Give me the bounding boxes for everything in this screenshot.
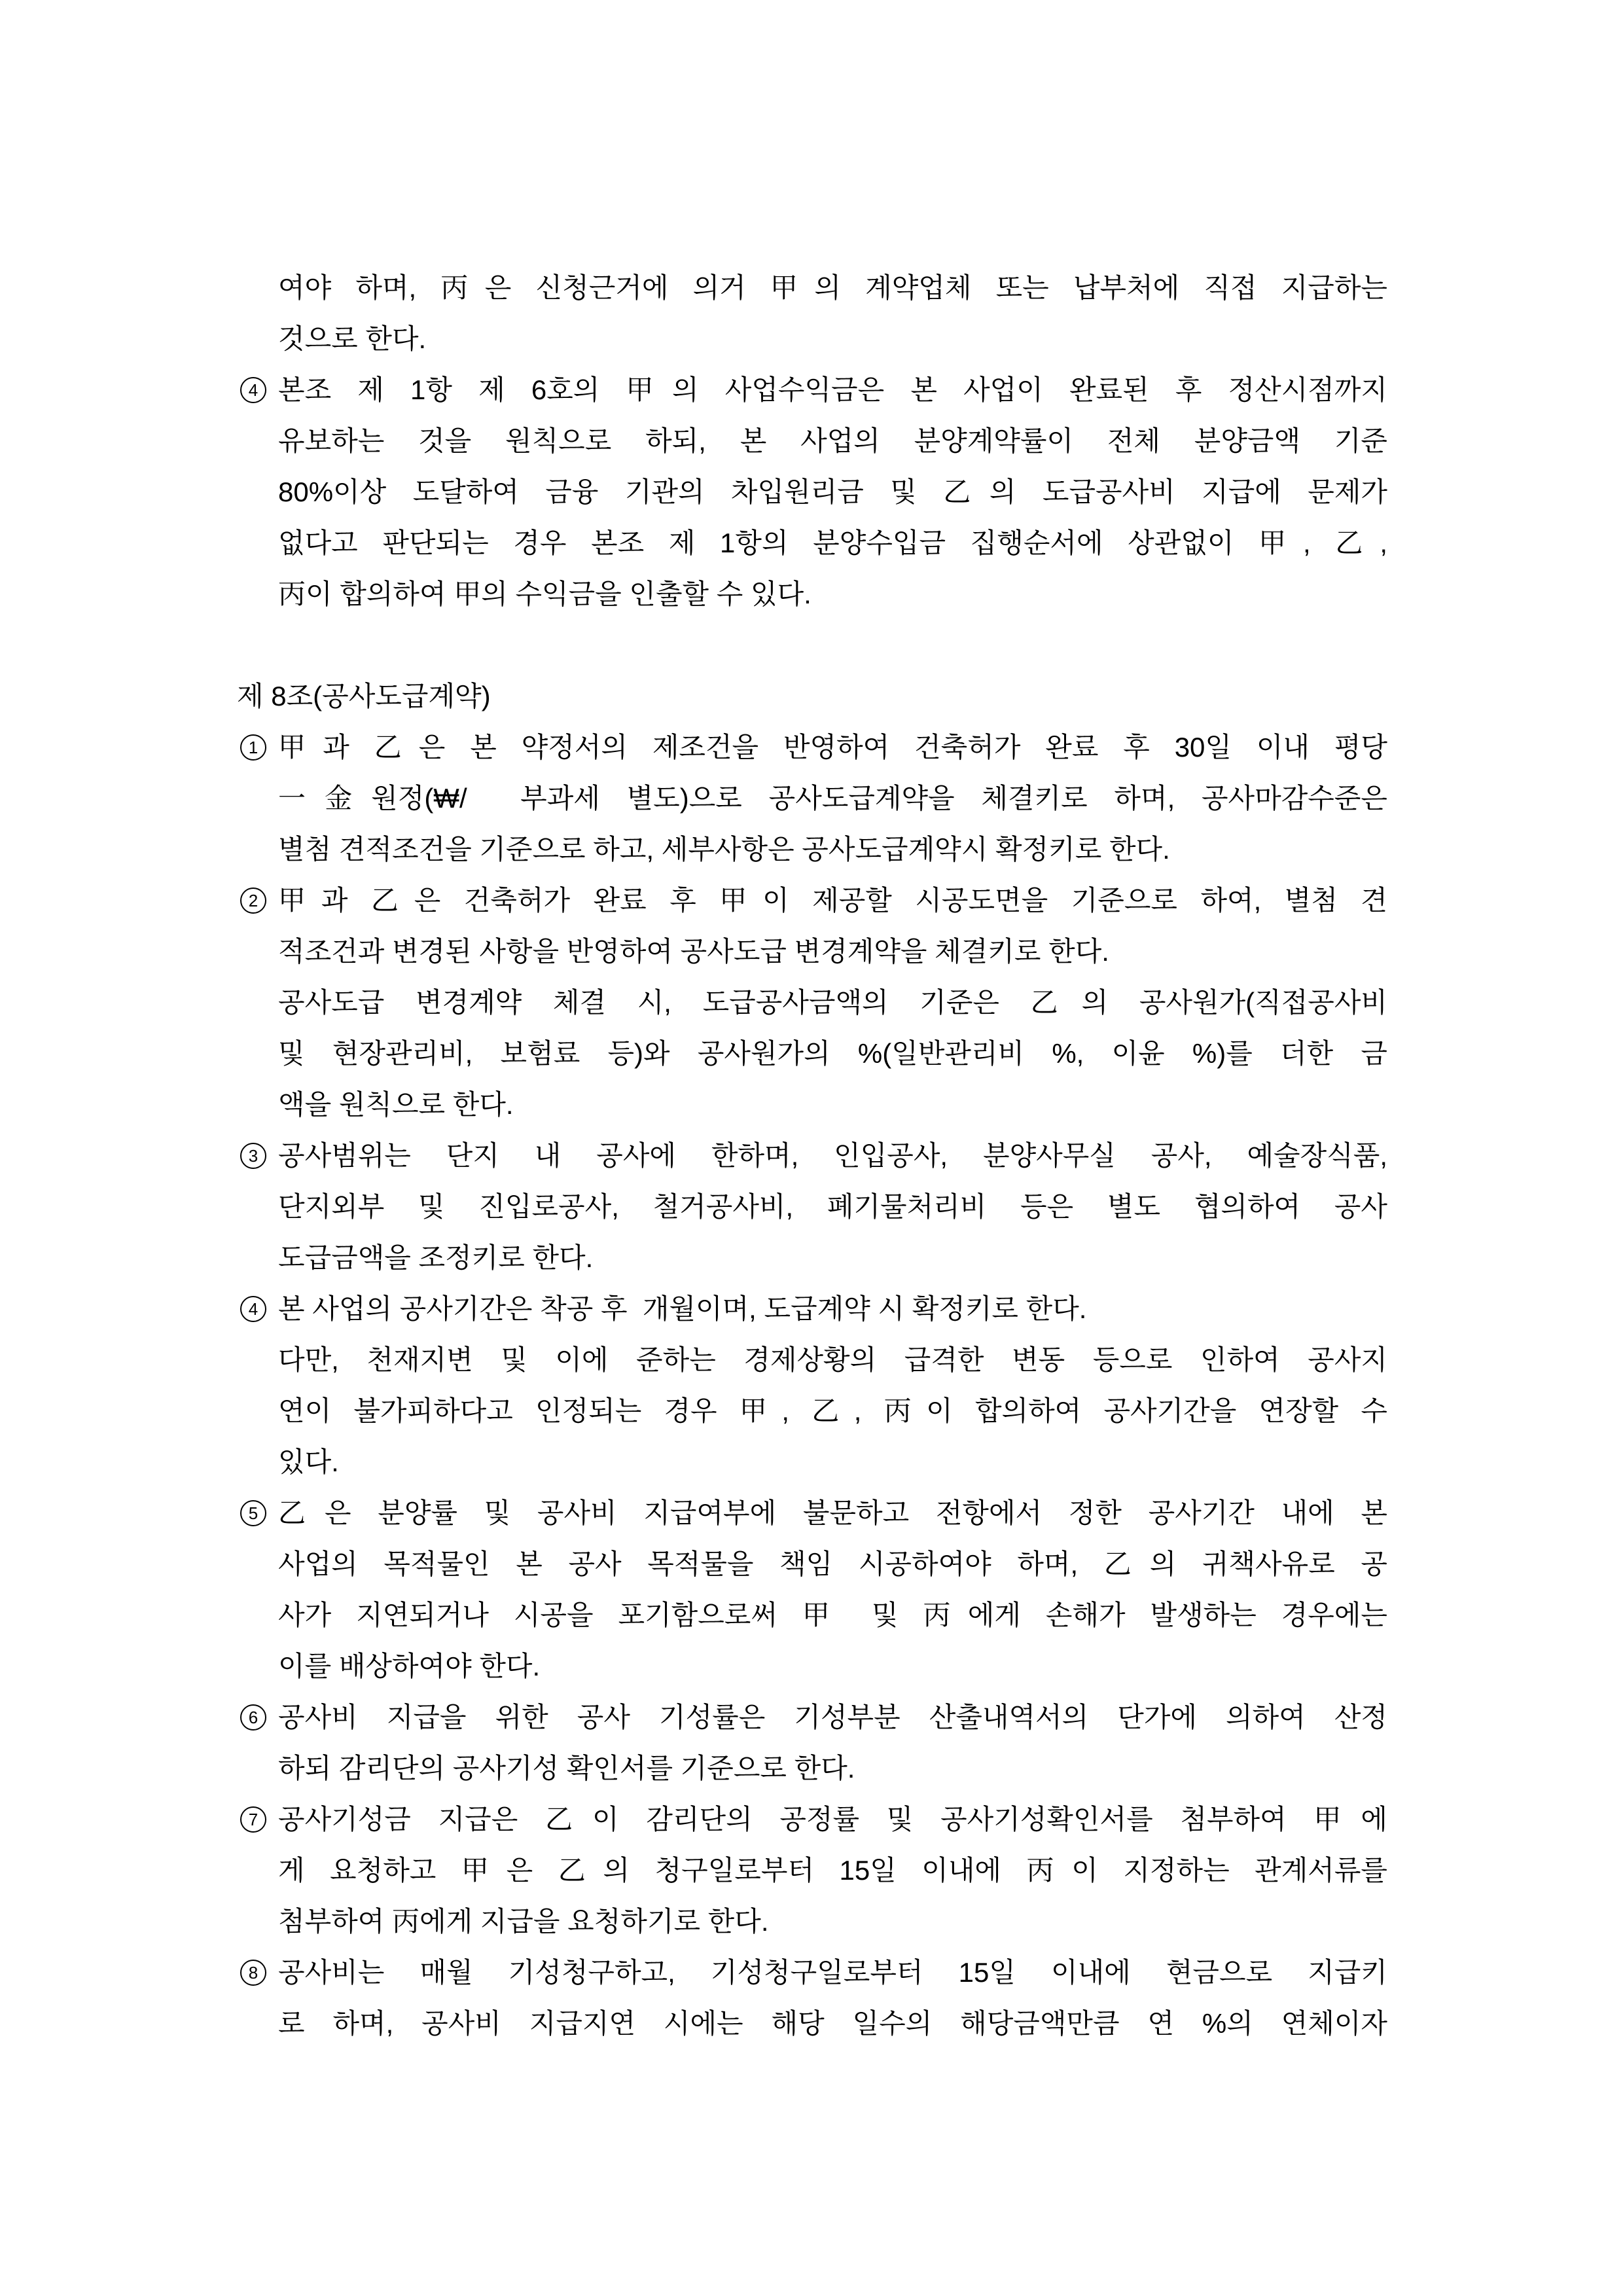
text-line: 로 하며, 공사비 지급지연 시에는 해당 일수의 해당금액만큼 연 %의 연체이자 [278,2008,1387,2039]
text-line: 甲과 乙은 본 약정서의 제조건을 반영하여 건축허가 완료 후 30일 이내 평당 [278,732,1387,762]
circled-item-number-icon: 2 [240,888,266,914]
text-line: 甲과 乙은 건축허가 완료 후 甲이 제공할 시공도면을 기준으로 하여, 별첨 견 [278,885,1387,916]
text-line: 및 현장관리비, 보험료 등)와 공사원가의 %(일반관리비 %, 이윤 %)를 더한 금 [278,1038,1387,1069]
clause-item [240,1130,1387,1283]
article-heading: 제 8조(공사도급계약) [237,681,491,711]
text-line: 사업의 목적물인 본 공사 목적물을 책임 시공하여야 하며, 乙의 귀책사유로 공 [278,1549,1387,1579]
clause-item [240,1794,1387,1947]
text-line: 적조건과 변경된 사항을 반영하여 공사도급 변경계약을 체결키로 한다. [278,936,1109,967]
text-line: 공사비 지급을 위한 공사 기성률은 기성부분 산출내역서의 단가에 의하여 산정 [278,1702,1387,1732]
text-line: 이를 배상하여야 한다. [278,1651,541,1681]
text-line: 본 사업의 공사기간은 착공 후 개월이며, 도급계약 시 확정키로 한다. [278,1293,1087,1324]
text-line: 공사범위는 단지 내 공사에 한하며, 인입공사, 분양사무실 공사, 예술장식품, [278,1140,1387,1171]
text-line: 유보하는 것을 원칙으로 하되, 본 사업의 분양계약률이 전체 분양금액 기준 [278,425,1387,456]
text-line: 여야 하며, 丙은 신청근거에 의거 甲의 계약업체 또는 납부처에 직접 지급하는 [278,272,1387,303]
text-line: 게 요청하고 甲은 乙의 청구일로부터 15일 이내에 丙이 지정하는 관계서류를 [278,1855,1387,1886]
text-line: 공사도급 변경계약 체결 시, 도급공사금액의 기준은 乙의 공사원가(직접공사비 [278,987,1387,1018]
paragraph-spacer [240,620,1387,671]
clause-item [240,1947,1387,2049]
circled-item-number-icon: 3 [240,1143,266,1169]
text-line: 도급금액을 조정키로 한다. [278,1242,594,1273]
text-line: 丙이 합의하여 甲의 수익금을 인출할 수 있다. [278,579,812,609]
text-line: 액을 원칙으로 한다. [278,1089,514,1120]
clause-item [240,875,1387,1130]
text-line: 공사비는 매월 기성청구하고, 기성청구일로부터 15일 이내에 현금으로 지급키 [278,1957,1387,1988]
clause-item [240,1692,1387,1794]
text-line: 하되 감리단의 공사기성 확인서를 기준으로 한다. [278,1753,855,1784]
text-line: 별첨 견적조건을 기준으로 하고, 세부사항은 공사도급계약시 확정키로 한다. [278,834,1170,865]
circled-item-number-icon: 6 [240,1704,266,1731]
clause-item [240,1488,1387,1692]
text-line: 첨부하여 丙에게 지급을 요청하기로 한다. [278,1906,769,1937]
continuation-paragraph [240,262,1387,365]
circled-item-number-icon: 4 [240,1296,266,1322]
circled-item-number-icon: 7 [240,1806,266,1833]
document-content [237,262,1387,2049]
text-line: 단지외부 및 진입로공사, 철거공사비, 폐기물처리비 등은 별도 협의하여 공사 [278,1191,1387,1222]
text-line: 乙은 분양률 및 공사비 지급여부에 불문하고 전항에서 정한 공사기간 내에 본 [278,1498,1387,1528]
text-line: 공사기성금 지급은 乙이 감리단의 공정률 및 공사기성확인서를 첨부하여 甲에 [278,1804,1387,1835]
text-line: 본조 제 1항 제 6호의 甲의 사업수익금은 본 사업이 완료된 후 정산시점까지 [278,374,1387,405]
text-line: 一金원정(₩/ 부과세 별도)으로 공사도급계약을 체결키로 하며, 공사마감수준은 [278,783,1387,814]
text-line: 것으로 한다. [278,323,427,354]
circled-item-number-icon: 4 [240,377,266,403]
clause-item [240,1283,1387,1488]
text-line: 없다고 판단되는 경우 본조 제 1항의 분양수입금 집행순서에 상관없이 甲, 乙, [278,528,1387,558]
text-line: 80%이상 도달하여 금융 기관의 차입원리금 및 乙의 도급공사비 지급에 문제가 [278,476,1387,507]
clause-item [240,365,1387,620]
text-line: 연이 불가피하다고 인정되는 경우 甲, 乙, 丙이 합의하여 공사기간을 연장할 수 [278,1395,1387,1426]
circled-item-number-icon: 1 [240,734,266,761]
text-line: 다만, 천재지변 및 이에 준하는 경제상황의 급격한 변동 등으로 인하여 공사지 [278,1344,1387,1375]
text-line: 있다. [278,1446,339,1477]
circled-item-number-icon: 8 [240,1960,266,1986]
text-line: 사가 지연되거나 시공을 포기함으로써 甲 및 丙에게 손해가 발생하는 경우에는 [278,1600,1387,1630]
circled-item-number-icon: 5 [240,1500,266,1526]
clause-item [240,722,1387,875]
